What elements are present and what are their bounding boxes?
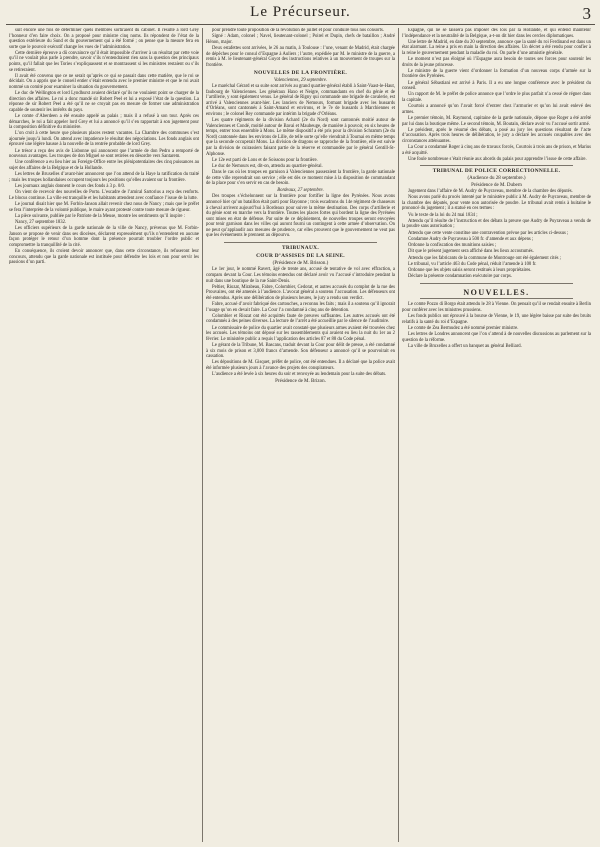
paragraph: Le comte Pozzo di Borgo était attendu le 28 à Vienne. On pensait qu’il se rendait ensuite à Berlin pour conférer avec les ministres prussiens. <box>402 302 591 313</box>
paragraph: Le ministre de la guerre vient d’ordonner la formation d’un nouveau corps d’armée sur la frontière des Pyrénées. <box>402 68 591 80</box>
paragraph: Jugement dans l’affaire de M. Audry de Puyraveau, membre de la chambre des députés. <box>408 189 573 195</box>
column-3-body-b <box>402 189 591 280</box>
newspaper-title: Le Précurseur. <box>250 4 351 20</box>
section-heading-tribunaux: TRIBUNAUX. <box>282 244 319 251</box>
section-heading-frontier: NOUVELLES DE LA FRONTIÈRE. <box>253 70 348 77</box>
divider <box>224 242 377 243</box>
paragraph: Peltier, Riozat, Mirabeau, Fabre, Colombier, Cedorat, et autres accusés du complot de la rue des Prouvaires, ont été amenés à l’audience. L’avocat général a soutenu l’accusation. Les défenseurs ont été entendus. Après une délibération de plusieurs heures, le jury a rendu son verdict. <box>206 284 395 301</box>
paragraph: Le premier témoin, M. Raymond, capitaine de la garde nationale, dépose que Roger a été arrêté par lui dans la boutique même. Le second témoin, M. Boutain, déclare avoir vu l’accusé sortir armé. <box>402 116 591 127</box>
presidency-note: (Présidence de M. Brisson.) <box>272 260 329 266</box>
column-2 <box>202 28 398 842</box>
paragraph: Le général Sébastiani est arrivé à Paris. Il a eu une longue conférence avec le président du conseil. <box>402 80 591 92</box>
presidency-dubern: Présidence de M. Dubern <box>471 182 522 188</box>
paragraph: Le commissaire de police du quartier avait constaté que plusieurs armes avaient été trouvées chez les accusés. Les témoins ont déposé sur les rassemblements qui avaient eu lieu la nuit du 1er au 2 février. Le ministère public a requis l’application des articles 87 et 88 du Code pénal. <box>206 325 395 342</box>
paragraph: Le tribunal, vu l’article 463 du Code pénal, réduit l’amende à 100 fr. <box>408 261 537 267</box>
paragraph: Ordonne la confiscation des munitions saisies ; <box>408 243 497 249</box>
paragraph: Les journaux anglais donnent le cours des fonds à 3 p. 0/0. <box>15 183 126 189</box>
paragraph: Des troupes s’échelonnent sur la frontière pour fortifier la ligne des Pyrénées. Nous avons annoncé hier qu’un bataillon était parti pour Bayonne ; trois escadrons du 14e régiment de chasseurs à cheval arrivent aujourd’hui à Bordeaux pour suivre la même destination. Des corps d’artillerie et du génie sont en marche vers la frontière. Toutes les places fortes qui bordent la ligne des Pyrénées sont mises en état de défense. Par suite de ce déploiement, de nouvelles troupes seront envoyées pour tenir garnison dans les villes qui auront fourni un contingent à cette armée d’observation. On ne peut qu’applaudir aux mesures de prudence, car elles prouvent que le gouvernement ne veut pas que les événements le prennent au dépourvu. <box>206 194 395 239</box>
column-2-body-c <box>206 194 395 238</box>
paragraph: Le comte de Zea Bermudez a été nommé premier ministre. <box>408 325 519 331</box>
paragraph: Le journal disait hier que M. Forbin-Janson allait revenir chez nous de Nancy ; mais que le préfet se fera l’interprète de la volonté publique, le maire ayant protesté contre toute mesure de rigueur. <box>9 201 199 213</box>
paragraph: Le duc de Nemours est, dit-on, attendu au quartier-général. <box>212 164 323 170</box>
paragraph: Une lettre de Madrid, en date du 20 septembre, annonce que la santé du roi Ferdinand est dans un état alarmant. La reine a pris en main la direction des affaires. Un décret a été rendu pour confier à la reine le gouvernement pendant la maladie du roi. On parle d’une amnistie générale. <box>402 39 591 56</box>
paragraph: Espagne, qui ne se laissera pas imposer des lois par la Hollande, et qui entend maintenir l’indépendance et la neutralité de la Belgique, a-t-on dit hier dans les cercles diplomatiques. <box>402 28 591 39</box>
column-2-body-b <box>206 84 395 187</box>
paragraph: L’on croit à cette heure que plusieurs places restent vacantes. La Chambre des communes s’est ajournée jusqu’à lundi. On attend avec impatience le résultat des négociations. Les fonds anglais ont éprouvé une légère hausse à la nouvelle de la rentrée probable de lord Grey. <box>9 131 199 148</box>
paragraph: Le 12e est parti de Lons et de Soissons pour la frontière. <box>212 157 318 163</box>
closing-presidency: Présidence de M. Brizon. <box>275 378 326 384</box>
paragraph: Deux estafettes sont arrivées, le 26 au matin, à Toulouse : l’une, venant de Madrid, était chargée de dépêches pour le consul d’Espagne à Auliers ; l’autre, expédiée par M. le ministre de la guerre, a remis à M. le lieutenant-général Guyot des instructions relatives à un mouvement de troupes sur la frontière. <box>206 46 395 68</box>
paragraph: Cette dernière épreuve a dû convaincre qu’il était impossible d’arriver à un résultat par cette voie qu’il ne voulait plus parle à prendre, savoir s’ils n’entendraient rien sans la question des principaux points, qu’il fallait que les Tories s’expliquassent et se montrassent si les ministres restaient ou s’ils se retireraient. <box>9 50 199 73</box>
paragraph: Colombier et Riozat ont été acquittés faute de preuves suffisantes. Les autres accusés ont été condamnés à des peines diverses. La lecture de l’arrêt a été accueillie par le silence de l’auditoire. <box>206 313 395 325</box>
paragraph: Le moment n’est pas éloigné où l’Espagne aura besoin de toutes ses forces pour soutenir les droits de la jeune princesse. <box>402 57 591 68</box>
paragraph: Il avait été convenu que ce ne serait qu’après ce qui se passait dans cette matière, que le roi se décidait. On a appris que le conseil entier s’était entendu avec le premier ministre et que le roi avait nommé un comité pour examiner la situation du gouvernement. <box>9 73 199 90</box>
paragraph: Nous avons parlé du procès intenté par le ministère public à M. Audry de Puyraveau, membre de la chambre des députés, pour vente non autorisée de poudre. Le tribunal avait remis à huitaine le prononcé du jugement ; il a statué en ces termes : <box>402 195 591 212</box>
paragraph: Les fonds publics ont éprouvé à la bourse de Vienne, le 19, une légère baisse par suite des bruits relatifs à la santé du roi d’Espagne. <box>402 314 591 325</box>
column-2-body-a <box>206 28 395 68</box>
paragraph: L’audience a été levée à six heures du soir et renvoyée au lendemain pour la suite des débats. <box>212 372 387 378</box>
paragraph: La Cour a condamné Roger à cinq ans de travaux forcés, Courtois à trois ans de prison, et Marius a été acquitté. <box>402 145 591 156</box>
audience-date: (Audience du 28 septembre.) <box>467 176 526 181</box>
paragraph: Le comte d’Aberdeen a été ensuite appelé au palais ; mais il a refusé à son tour. Après ces démarches, le roi a fait appeler lord Grey et lui a annoncé qu’il s’en rapportait à son jugement pour la composition définitive du ministère. <box>9 113 199 131</box>
paragraph: La pièce suivante, publiée par le Patriote de la Meuse, montre les sentiments qu’il inspire : <box>15 213 185 219</box>
paragraph: Le duc de Wellington et lord Lyndhurst avaient déclaré qu’ils ne voulaient point se charger de la direction des affaires. Le roi a donc mandé sir Robert Peel et lui a exposé l’état de la question. La réponse de sir Robert Peel a été qu’il ne se croyait pas en mesure de former une administration capable de soutenir les intérêts du pays. <box>9 91 199 113</box>
divider <box>420 298 573 299</box>
column-3 <box>398 28 594 842</box>
section-heading-nouvelles: NOUVELLES. <box>463 287 530 297</box>
paragraph: La ville de Bruxelles a offert un banquet au général Belliard. <box>408 343 522 349</box>
paragraph: Dit que le présent jugement sera affiché dans les lieux accoutumés. <box>408 249 534 255</box>
paragraph: Une foule nombreuse s’était réunie aux abords du palais pour apprendre l’issue de cette affaire. <box>408 156 587 162</box>
paragraph: Le président, après le résumé des débats, a posé au jury les questions résultant de l’acte d’accusation. Après trois heures de délibération, le jury a déclaré les accusés coupables avec des circonstances atténuantes. <box>402 127 591 144</box>
column-3-body-c <box>402 302 591 349</box>
page-number: 3 <box>582 4 591 23</box>
paragraph: Les lettres de Londres annoncent que l’on s’attend à de nouvelles discussions au parlement sur la question de la réforme. <box>402 332 591 343</box>
paragraph: Le trésor a reçu des avis de Lisbonne qui annoncent que l’armée de don Pedro a remporté de nouveaux avantages. Les troupes de don Miguel se sont retirées en désordre vers Santarem. <box>9 148 199 160</box>
paragraph: Les officiers supérieurs de la garde nationale de la ville de Nancy, prévenus que M. Forbin-Janson se propose de venir dans ses diocèses, déclarent expressément qu’ils n’entendent en aucune façon protéger le retour d’un homme dont la présence pourrait troubler l’ordre public et compromettre la tranquillité de la cité. <box>9 226 199 248</box>
dateline-valenciennes: Valenciennes, 29 septembre. <box>274 77 327 83</box>
masthead <box>6 4 595 25</box>
paragraph: Les lettres de Bruxelles d’avant-hier annoncent que l’on attend de la Haye la ratification du traité ; mais les troupes hollandaises occupent toujours les positions qu’elles avaient sur la frontière. <box>9 172 199 183</box>
paragraph: Dans le cas où les troupes en garnison à Valenciennes passeraient la frontière, la garde nationale de cette ville reprendrait son service ; elle est dès ce moment mise à la disposition de commandant de la place pour s’en servir en cas de besoin. <box>206 170 395 187</box>
paragraph: Nancy, 27 septembre 1832. <box>15 219 67 225</box>
dateline-bordeaux: Bordeaux, 27 septembre. <box>277 187 324 193</box>
paragraph: On vient de recevoir des nouvelles de Porto. L’escadre de l’amiral Sartorius a reçu des renforts. Le blocus continue. La ville est tranquille et les habitants attendent avec confiance l’issue de la lutte. <box>9 190 199 201</box>
paragraph: Les dépositions de M. Gisquet, préfet de police, ont été entendues. Il a déclaré que la police avait été informée plusieurs jours à l’avance des projets des conspirateurs. <box>206 360 395 371</box>
paragraph: Courtois a annoncé qu’on l’avait forcé d’entrer chez l’armurier et qu’on lui avait enlevé des armes. <box>402 104 591 115</box>
column-1-body <box>9 28 199 266</box>
newspaper-page <box>6 4 595 842</box>
column-1 <box>6 28 202 842</box>
column-2-body-d <box>206 267 395 377</box>
columns <box>6 28 595 842</box>
paragraph: Ordonne que les objets saisis seront restitués à leurs propriétaires. <box>408 268 532 274</box>
paragraph: Fabre, accusé d’avoir fabriqué des cartouches, a reconnu les faits ; mais il a soutenu qu’il ignorait l’usage qu’on en devait faire. La Cour l’a condamné à cinq ans de détention. <box>206 302 396 313</box>
section-heading-police: TRIBUNAL DE POLICE CORRECTIONNELLE. <box>432 168 561 175</box>
paragraph: Les quatre régiments de la division Achard (2e du Nord) sont cantonnés moitié autour de Valenciennes et Condé, moitié autour de Bavai et Maubeuge, de manière à pouvoir, en six heures de temps, entrer tous ensemble à Mons. Le même dispositif a été pris pour la division Schramm (2e du Nord) cantonnée dans les environs de Lille, de telle sorte qu’elle viendrait à Tournai en même temps que la seconde occuperait Mons. La division de dragons se rapproche de la frontière, elle est suivie par la division de cuirassiers faisant partie de la réserve et commandée par le général Gentill-St-Alphonse. <box>206 118 395 157</box>
paragraph: Vu le texte de la loi du 24 mai 1834 ; <box>408 212 478 218</box>
paragraph: Déclare la présente condamnation exécutoire par corps. <box>408 274 512 280</box>
paragraph: Signé : Adam, colonel ; Navel, lieutenant-colonel ; Poirel et Dupin, chefs de bataillon ; André Hénon, major. <box>206 34 395 45</box>
paragraph: pour prendre toute proposition de la révolution de juillet et pour conduire tous nos consorts. <box>212 28 384 33</box>
paragraph: Condamne Audry de Puyraveau à 500 fr. d’amende et aux dépens ; <box>408 236 534 242</box>
section-heading-cour-assises: COUR D’ASSISES DE LA SEINE. <box>256 253 345 260</box>
paragraph: Attendu que les fabricants de la commune de Montrouge ont été également cités ; <box>408 255 561 261</box>
paragraph: Attendu que cette vente constitue une contravention prévue par les articles ci-dessus ; <box>408 230 569 236</box>
paragraph: Une conférence a eu lieu hier au Foreign-Office entre les plénipotentiaires des cinq puissances au sujet des affaires de la Belgique et de la Hollande. <box>9 160 199 171</box>
paragraph: Le maréchal Gérard et sa suite sont arrivés au grand quartier-général établi à Saint-Vaast-le-Haut, faubourg de Valenciennes. Les généraux Haxo et Neigre, commandants en chef du génie et de l’artillerie, y sont également venus. Le général de Rigny qui commande une brigade de cavalerie, est arrivé à Valenciennes avant-hier. Les lanciers de Nemours, formant brigade avec les hussards d’Orléans, sont cantonnés à Saint-Amand et environs, et le 7e de hussards à Marchiennes et environs ; le colonel Rey commande par intérim la brigade d’Orléans. <box>206 84 395 118</box>
paragraph: Attendu qu’il résulte de l’instruction et des débats la preuve que Audry de Puyraveau a vendu de la poudre sans autorisation ; <box>402 218 591 230</box>
column-3-body-a <box>402 28 591 162</box>
paragraph: En conséquence, ils croient devoir annoncer que, dans cette circonstance, ils refuseront leur concours, attendu que la garde nationale est instituée pour défendre les lois et non pour servir les passions d’un parti. <box>9 249 199 266</box>
paragraph: Un rapport de M. le préfet de police annonce que l’ordre le plus parfait n’a cessé de régner dans la capitale. <box>402 92 591 103</box>
divider <box>420 283 573 284</box>
paragraph: Le gérant de la Tribune, M. Bascans, traduit devant la Cour pour délit de presse, a été condamné à six mois de prison et 3,000 francs d’amende. Son défenseur a annoncé qu’il se pourvoirait en cassation. <box>206 343 395 360</box>
paragraph: suit encore une fois de déterminer quels membres sortiraient du cabinet. Il résulte à lord Grey l’honneur d’en faire choix. On a proposé pour ministre cinq noms. Ils répondent de l’état de la question extérieure du Sund et du gouvernement qui a été formé ; on pense que la mesure fera en sorte que le pouvoir exécutif change les vues de l’administration. <box>9 28 199 50</box>
paragraph: Le 1er jour, le nommé Ravert, âgé de trente ans, accusé de tentative de vol avec effraction, a comparu devant la Cour. Les témoins entendus ont déclaré avoir vu l’accusé s’introduire pendant la nuit dans une boutique de la rue Saint-Denis. <box>206 267 395 284</box>
divider <box>420 165 573 166</box>
